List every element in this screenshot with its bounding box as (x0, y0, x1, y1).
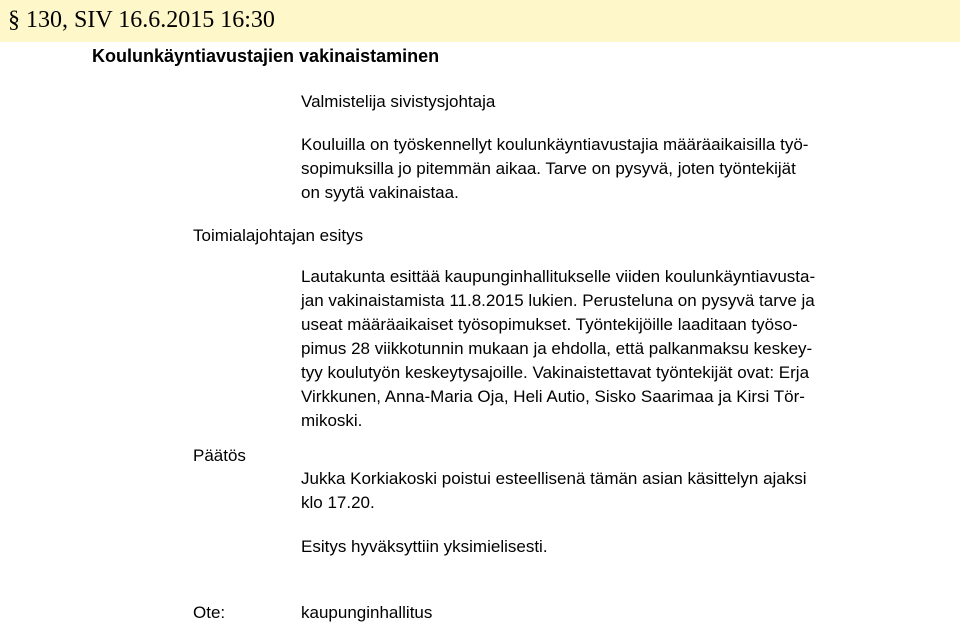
excerpt-label: Ote: (193, 603, 226, 622)
paragraph-line: Kouluilla on työskennellyt koulunkäyntiavustajia määräaikaisilla työ- (301, 135, 809, 154)
excerpt-recipient: kaupunginhallitus (301, 603, 433, 622)
decision-label: Päätös (193, 446, 246, 465)
paragraph-line: Jukka Korkiakoski poistui esteellisenä tämän asian käsittelyn ajaksi (301, 469, 807, 488)
item-title: Koulunkäyntiavustajien vakinaistaminen (92, 46, 440, 66)
paragraph-line: Virkkunen, Anna-Maria Oja, Heli Autio, Sisko Saarimaa ja Kirsi Tör- (301, 387, 805, 406)
paragraph-line: klo 17.20. (301, 493, 375, 512)
paragraph-line: on syytä vakinaistaa. (301, 183, 459, 202)
paragraph-line: pimus 28 viikkotunnin mukaan ja ehdolla, että palkanmaksu keskey- (301, 339, 813, 358)
paragraph-line: tyy koulutyön keskeytysajoille. Vakinaistettavat työntekijät ovat: Erja (301, 363, 810, 382)
proposal-label: Toimialajohtajan esitys (193, 226, 364, 245)
paragraph-line: useat määräaikaiset työsopimukset. Työntekijöille laaditaan työso- (301, 315, 798, 334)
paragraph-line: Lautakunta esittää kaupunginhallitukselle viiden koulunkäyntiavusta- (301, 267, 816, 286)
decision-recusal-paragraph (301, 467, 901, 515)
paragraph-line: sopimuksilla jo pitemmän aikaa. Tarve on pysyvä, joten työntekijät (301, 159, 796, 178)
section-header: § 130, SIV 16.6.2015 16:30 (8, 7, 275, 33)
decision-result: Esitys hyväksyttiin yksimielisesti. (301, 537, 548, 556)
paragraph-line: jan vakinaistamista 11.8.2015 lukien. Perusteluna on pysyvä tarve ja (301, 291, 815, 310)
paragraph-line: mikoski. (301, 411, 363, 430)
section-header-bar (0, 0, 960, 42)
preparer-line: Valmistelija sivistysjohtaja (301, 92, 496, 111)
proposal-paragraph (301, 265, 901, 433)
background-paragraph (301, 133, 901, 205)
